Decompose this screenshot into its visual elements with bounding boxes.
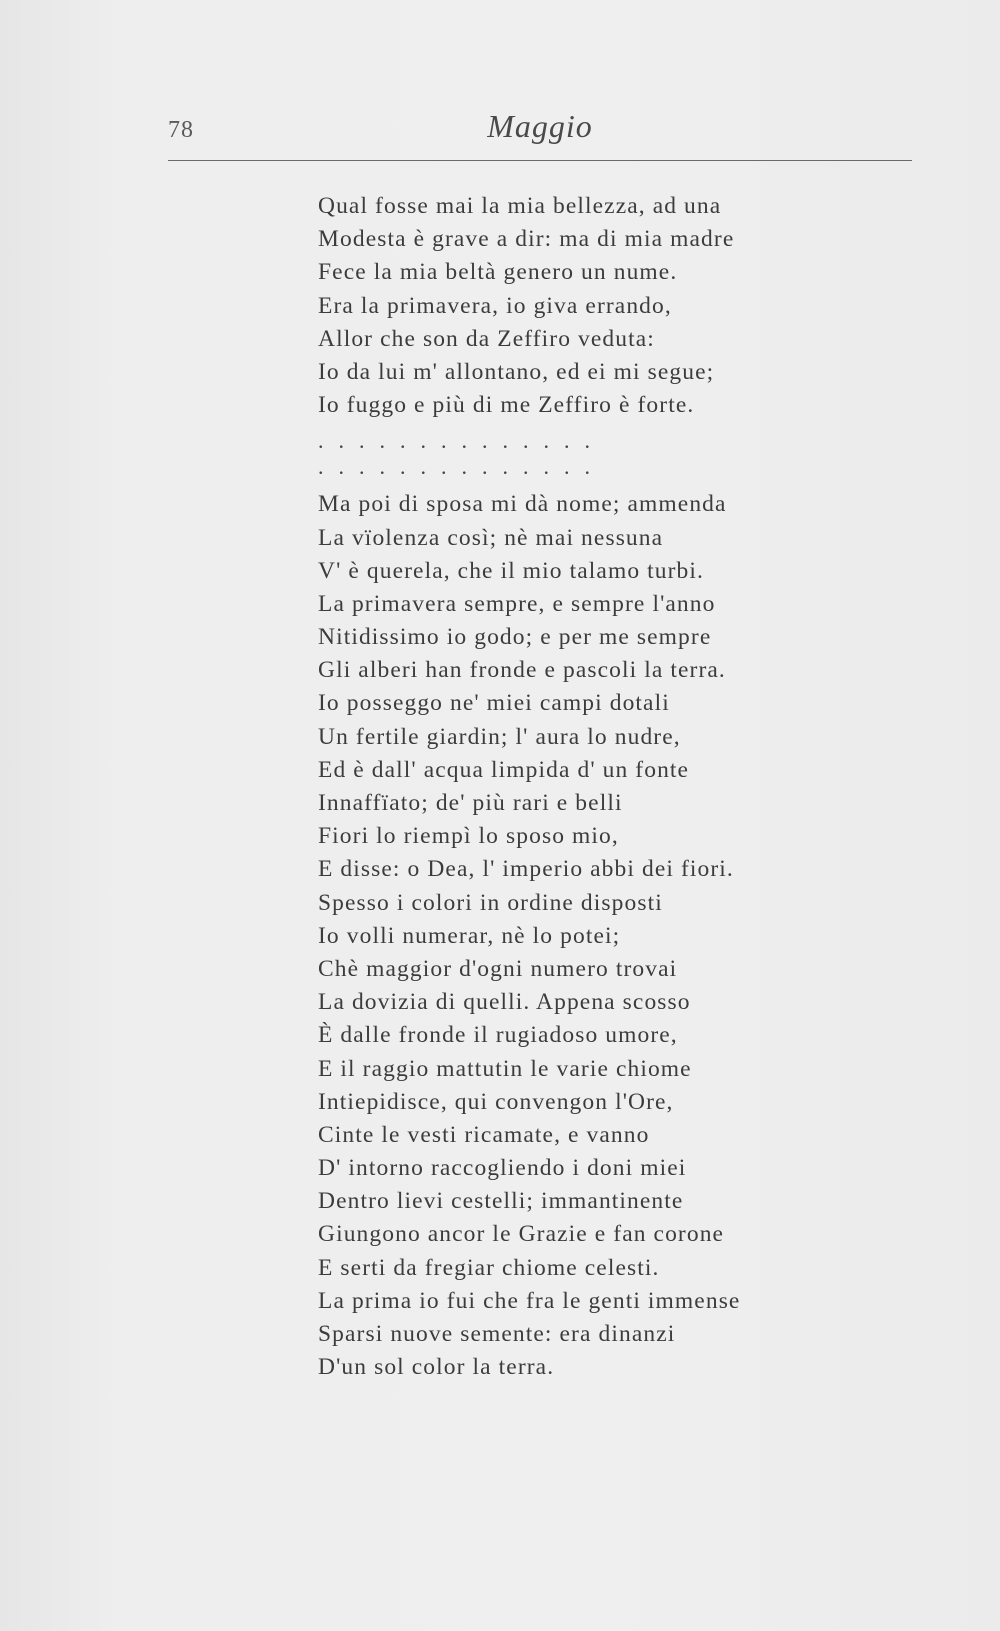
verse-line: Ma poi di sposa mi dà nome; ammenda — [318, 491, 727, 518]
verse-line: La prima io fui che fra le genti immense — [318, 1287, 741, 1314]
running-head-title: Maggio — [487, 108, 593, 144]
verse-line: D' intorno raccogliendo i doni miei — [318, 1155, 687, 1182]
verse-line: E disse: o Dea, l' imperio abbi dei fiori. — [318, 856, 734, 883]
verse-line: Fece la mia beltà genero un nume. — [318, 259, 678, 286]
verse-line: Io posseggo ne' miei campi dotali — [318, 690, 670, 717]
verse-line: Io volli numerar, nè lo potei; — [318, 922, 621, 949]
verse-line: Chè maggior d'ogni numero trovai — [318, 955, 678, 982]
verse-line: V' è querela, che il mio talamo turbi. — [318, 557, 705, 584]
verse-line: Modesta è grave a dir: ma di mia madre — [318, 226, 735, 253]
verse-line: Gli alberi han fronde e pascoli la terra. — [318, 657, 726, 684]
verse-line: La vïolenza così; nè mai nessuna — [318, 524, 664, 551]
verse-line: Dentro lievi cestelli; immantinente — [318, 1188, 684, 1215]
header-rule — [168, 160, 912, 161]
verse-line: Era la primavera, io giva errando, — [318, 292, 672, 319]
ellipsis-row: .............. — [318, 454, 605, 480]
verse-line: È dalle fronde il rugiadoso umore, — [318, 1022, 678, 1049]
verse-line: E serti da fregiar chiome celesti. — [318, 1254, 660, 1281]
verse-line: D'un sol color la terra. — [318, 1354, 555, 1381]
verse-line: Ed è dall' acqua limpida d' un fonte — [318, 756, 690, 783]
verse-line: Allor che son da Zeffiro veduta: — [318, 325, 655, 352]
verse-line: Giungono ancor le Grazie e fan corone — [318, 1221, 725, 1248]
ellipsis-row: .............. — [318, 428, 605, 454]
verse-line: Spesso i colori in ordine disposti — [318, 889, 663, 916]
verse-line: Cinte le vesti ricamate, e vanno — [318, 1121, 650, 1148]
verse-line: E il raggio mattutin le varie chiome — [318, 1055, 692, 1082]
verse-line: Innaffïato; de' più rari e belli — [318, 790, 623, 816]
verse-line: Io da lui m' allontano, ed ei mi segue; — [318, 358, 715, 385]
poem-text — [318, 190, 878, 1384]
verse-line: Un fertile giardin; l' aura lo nudre, — [318, 723, 681, 750]
verse-line: Fiori lo riempì lo sposo mio, — [318, 823, 619, 850]
verse-line: La primavera sempre, e sempre l'anno — [318, 590, 716, 617]
verse-line: Io fuggo e più di me Zeffiro è forte. — [318, 392, 695, 419]
verse-line: Intiepidisce, qui convengon l'Ore, — [318, 1088, 674, 1115]
verse-line: Qual fosse mai la mia bellezza, ad una — [318, 193, 722, 219]
verse-line: La dovizia di quelli. Appena scosso — [318, 989, 691, 1016]
verse-line: Sparsi nuove semente: era dinanzi — [318, 1321, 676, 1347]
page-number: 78 — [168, 117, 194, 143]
verse-line: Nitidissimo io godo; e per me sempre — [318, 624, 712, 651]
